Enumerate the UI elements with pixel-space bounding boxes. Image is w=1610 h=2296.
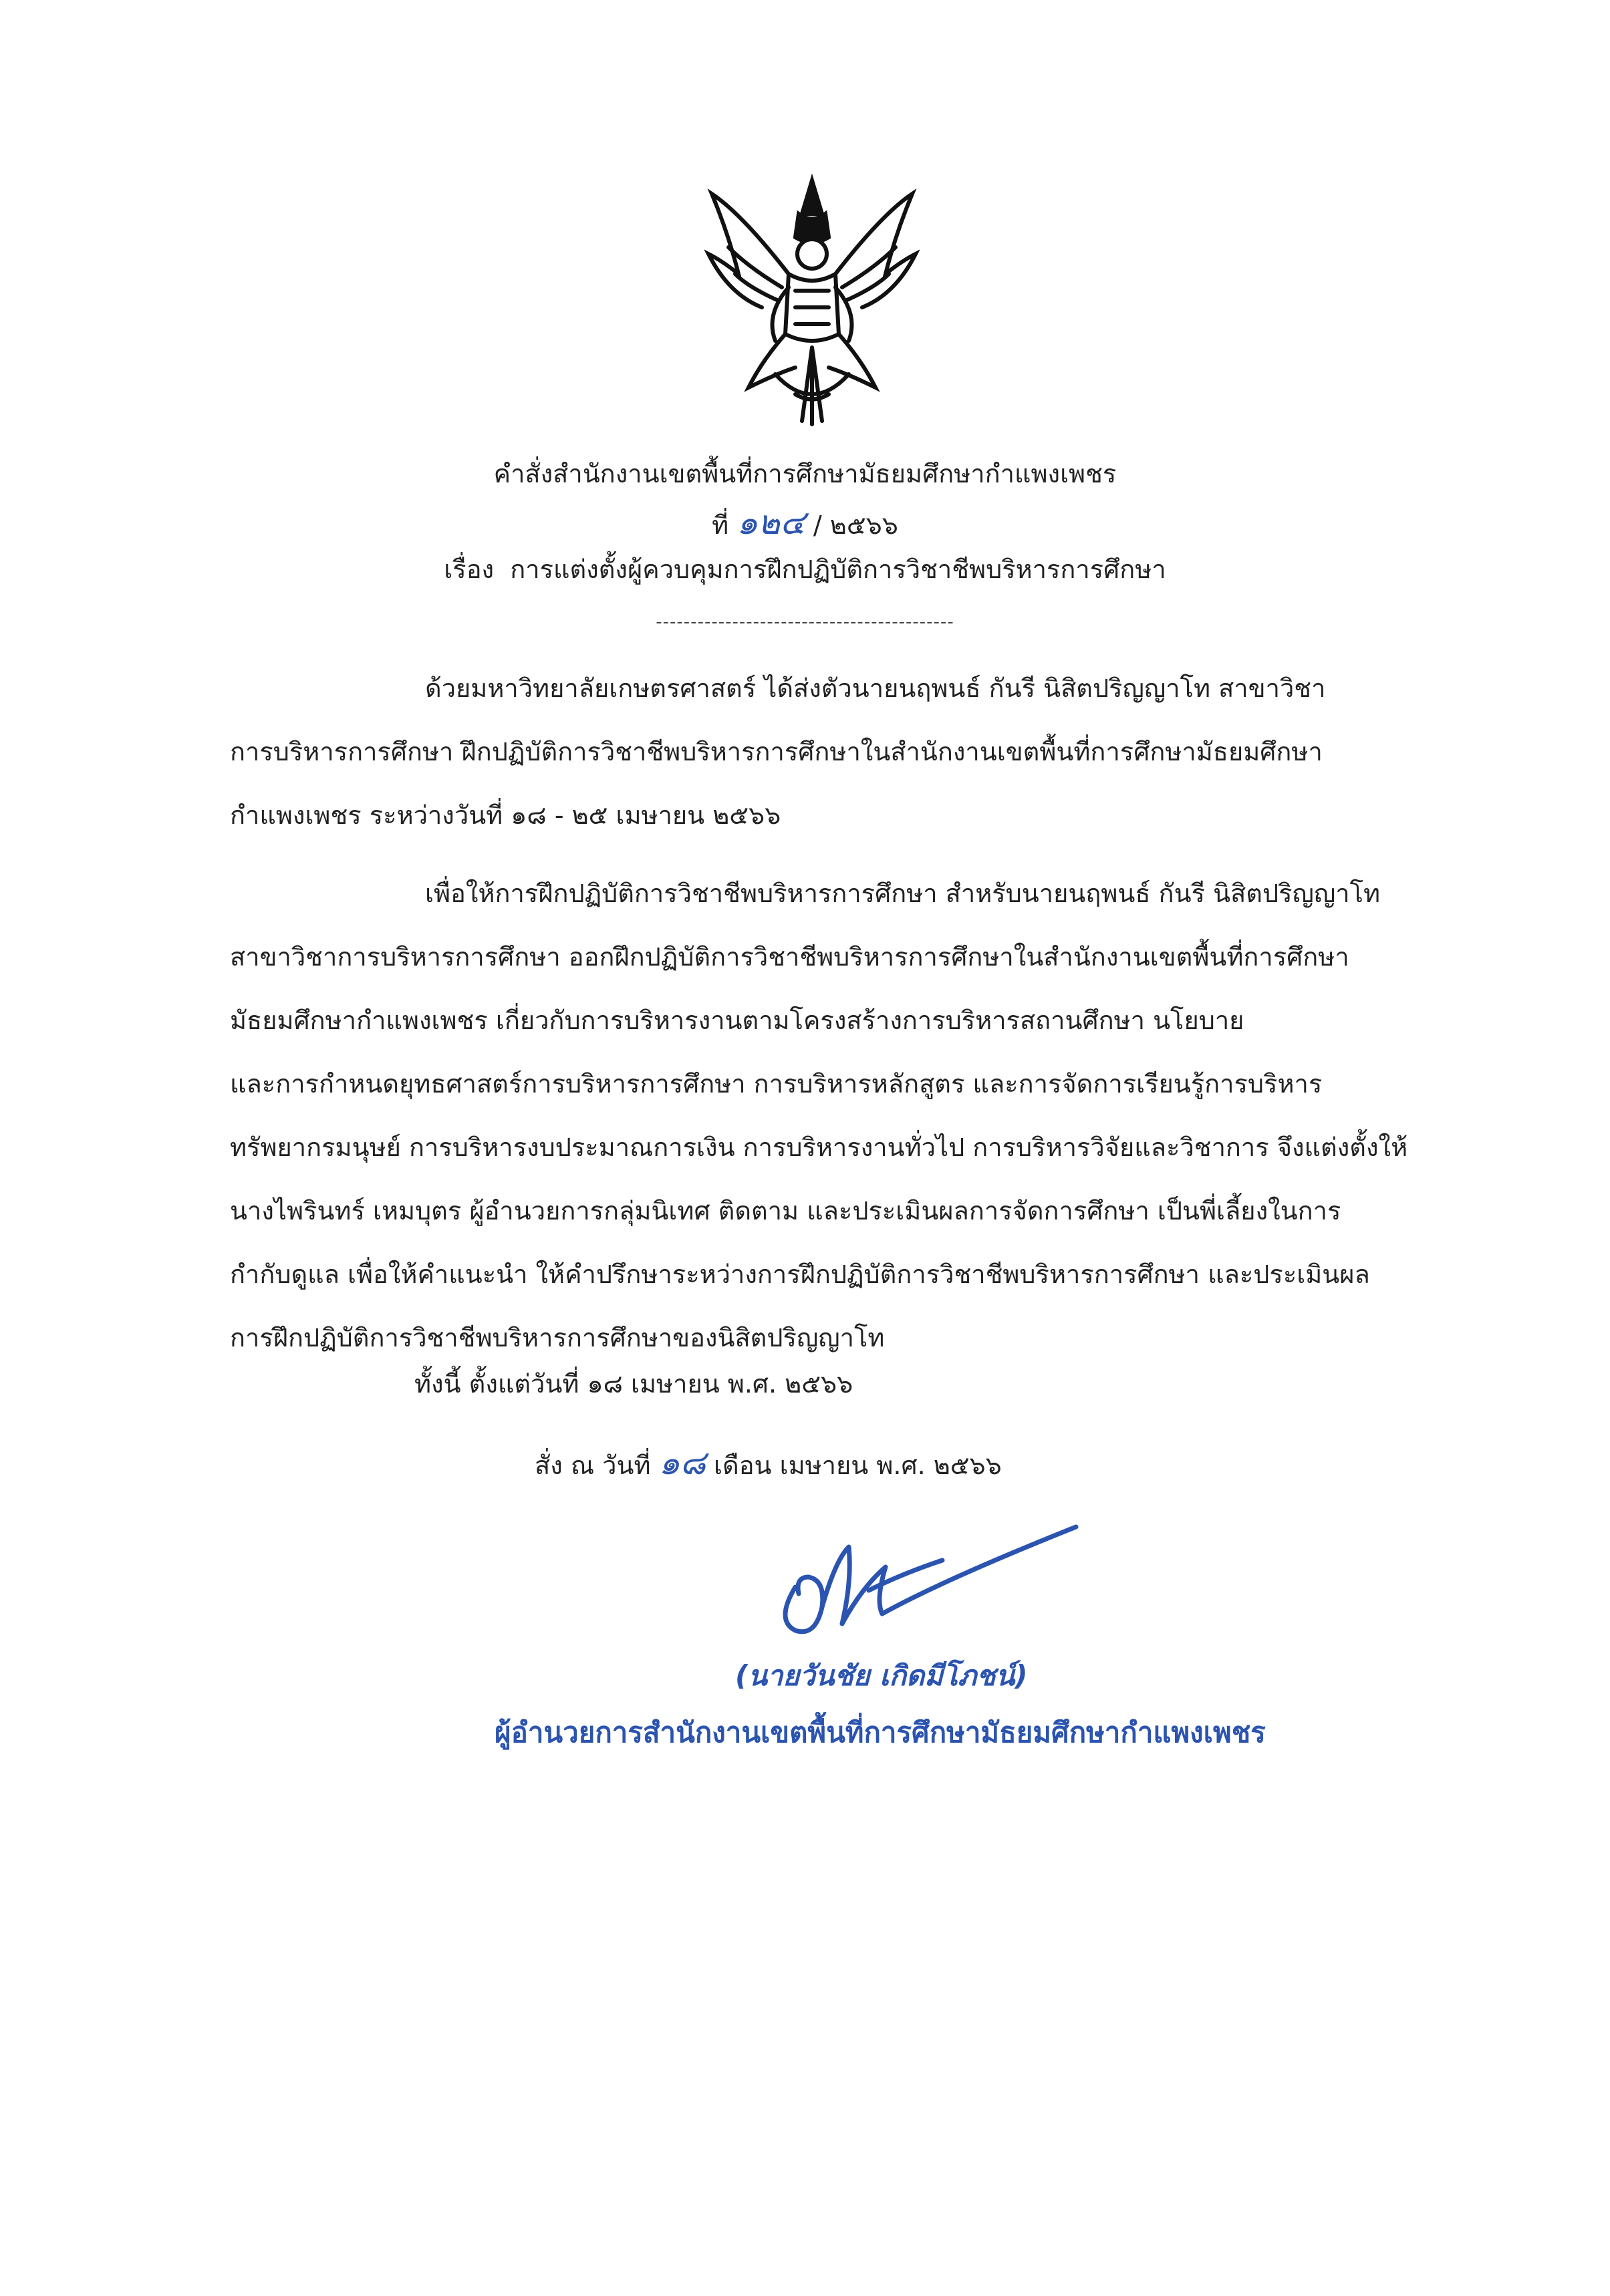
paragraph-line: ด้วยมหาวิทยาลัยเกษตรศาสตร์ ได้ส่งตัวนายนฤพนธ์ กันรี นิสิตปริญญาโท สาขาวิชา — [425, 674, 1326, 703]
handwritten-signature — [769, 1507, 1083, 1640]
paragraph-line: นางไพรินทร์ เหมบุตร ผู้อำนวยการกลุ่มนิเทศ ติดตาม และประเมินผลการจัดการศึกษา เป็นพี่เลี้ยงในการ — [230, 1196, 1341, 1226]
order-number — [0, 503, 1610, 542]
order-number-prefix: ที่ — [712, 511, 729, 540]
order-day-handwritten: ๑๘ — [658, 1443, 706, 1482]
garuda-emblem-icon — [702, 174, 922, 428]
effective-date: ทั้งนี้ ตั้งแต่วันที่ ๑๘ เมษายน พ.ศ. ๒๕๖๖ — [414, 1369, 853, 1399]
paragraph-line: การบริหารการศึกษา ฝึกปฏิบัติการวิชาชีพบริหารการศึกษาในสำนักงานเขตพื้นที่การศึกษามัธยมศึกษา — [230, 737, 1323, 766]
signatory-position: ผู้อำนวยการสำนักงานเขตพื้นที่การศึกษามัธยมศึกษากำแพงเพชร — [495, 1716, 1266, 1749]
paragraph-line: มัธยมศึกษากำแพงเพชร เกี่ยวกับการบริหารงานตามโครงสร้างการบริหารสถานศึกษา นโยบาย — [230, 1006, 1244, 1035]
paragraph-2 — [230, 862, 1433, 1370]
paragraph-line: และการกำหนดยุทธศาสตร์การบริหารการศึกษา การบริหารหลักสูตร และการจัดการเรียนรู้การบริหาร — [230, 1069, 1323, 1099]
order-date-prefix: สั่ง ณ วันที่ — [535, 1451, 651, 1480]
signatory-name: (นายวันชัย เกิดมีโภชน์) — [735, 1659, 1028, 1692]
order-number-handwritten: ๑๒๔ — [736, 503, 805, 542]
subject-label: เรื่อง — [444, 555, 495, 584]
subject-text: การแต่งตั้งผู้ควบคุมการฝึกปฏิบัติการวิชาชีพบริหารการศึกษา — [510, 555, 1166, 584]
paragraph-line: สาขาวิชาการบริหารการศึกษา ออกฝึกปฏิบัติการวิชาชีพบริหารการศึกษาในสำนักงานเขตพื้นที่การศึกษา — [230, 942, 1349, 972]
order-issuer: คำสั่งสำนักงานเขตพื้นที่การศึกษามัธยมศึกษากำแพงเพชร — [493, 459, 1117, 488]
paragraph-line: กำแพงเพชร ระหว่างวันที่ ๑๘ - ๒๕ เมษายน ๒๕๖๖ — [230, 801, 781, 830]
order-date-suffix: เดือน เมษายน พ.ศ. ๒๕๖๖ — [714, 1451, 1002, 1480]
paragraph-1 — [230, 657, 1433, 847]
separator-line: ------------------------------------------- — [656, 612, 954, 632]
paragraph-line: กำกับดูแล เพื่อให้คำแนะนำ ให้คำปรึกษาระหว่างการฝึกปฏิบัติการวิชาชีพบริหารการศึกษา และประเมินผล — [230, 1260, 1370, 1289]
order-subject — [0, 557, 1610, 582]
paragraph-line: การฝึกปฏิบัติการวิชาชีพบริหารการศึกษาของนิสิตปริญญาโท — [230, 1323, 885, 1352]
order-date — [535, 1437, 1002, 1489]
order-number-year: / ๒๕๖๖ — [813, 511, 898, 540]
paragraph-line: ทรัพยากรมนุษย์ การบริหารงบประมาณการเงิน การบริหารงานทั่วไป การบริหารวิจัยและวิชาการ จึงแต่งตั้งให้ — [230, 1133, 1408, 1162]
paragraph-line: เพื่อให้การฝึกปฏิบัติการวิชาชีพบริหารการศึกษา สำหรับนายนฤพนธ์ กันรี นิสิตปริญญาโท — [425, 879, 1381, 908]
